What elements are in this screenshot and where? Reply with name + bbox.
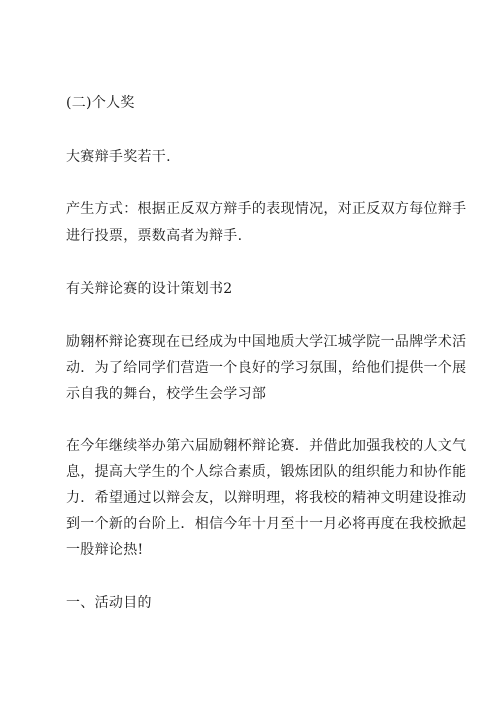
paragraph-line: 力．希望通过以辩会友，以辩明理，将我校的精神文明建设推动 [66, 490, 467, 506]
section-heading-activity-purpose: 一、活动目的 [66, 595, 152, 611]
paragraph-line: 动．为了给同学们营造一个良好的学习氛围，给他们提供一个展 [66, 360, 467, 376]
paragraph-line: 在今年继续举办第六届励翱杯辩论赛．并借此加强我校的人文气 [66, 438, 467, 454]
paragraph-line: 励翱杯辩论赛现在已经成为中国地质大学江城学院一品牌学术活 [66, 334, 467, 350]
paragraph-line: 息，提高大学生的个人综合素质，锻炼团队的组织能力和协作能 [66, 464, 467, 480]
paragraph-line: 大赛辩手奖若干. [66, 149, 171, 165]
paragraph-line: 到一个新的台阶上．相信今年十月至十一月必将再度在我校掀起 [66, 516, 467, 532]
paragraph-line: 一股辩论热! [66, 542, 144, 558]
document-subtitle: 有关辩论赛的设计策划书2 [66, 281, 233, 297]
paragraph-line: 产生方式：根据正反双方辩手的表现情况，对正反双方每位辩手 [66, 201, 467, 217]
paragraph-line: 进行投票，票数高者为辩手. [66, 228, 243, 244]
section-heading-individual-awards: (二)个人奖 [66, 95, 135, 111]
paragraph-line: 示自我的舞台，校学生会学习部 [66, 386, 267, 402]
